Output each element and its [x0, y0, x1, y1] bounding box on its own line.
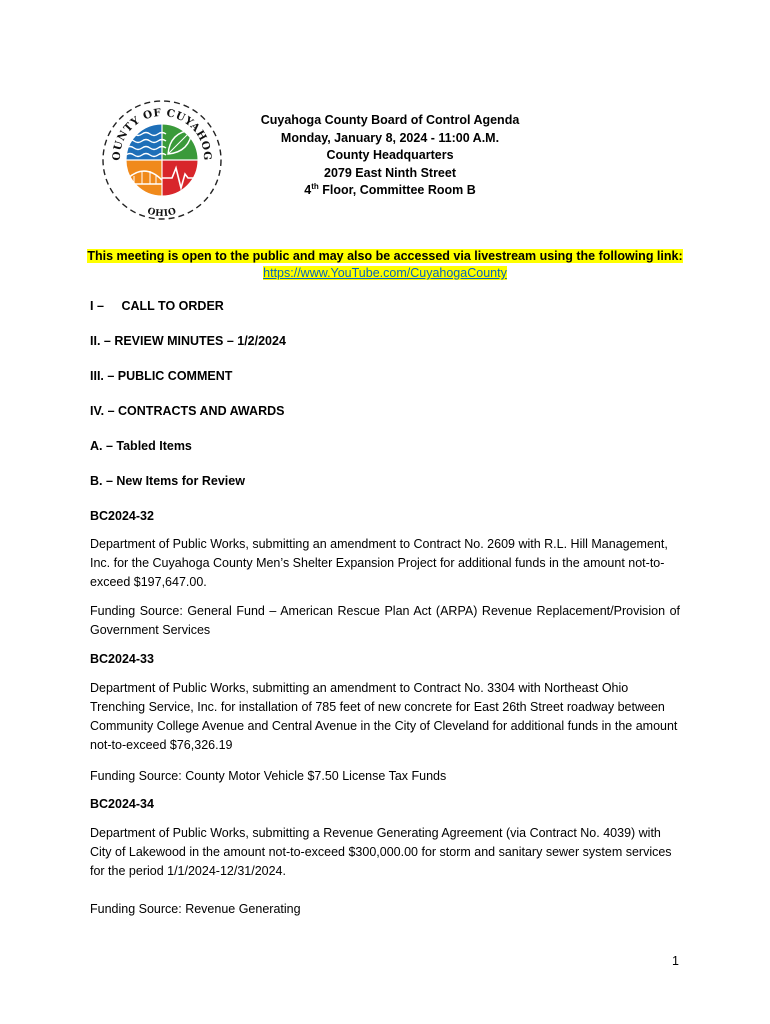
- section-tabled-items: A. – Tabled Items: [90, 439, 192, 453]
- item-funding-source: Funding Source: Revenue Generating: [90, 902, 301, 916]
- section-public-comment: III. – PUBLIC COMMENT: [90, 369, 233, 383]
- meeting-location: County Headquarters: [326, 148, 454, 162]
- section-new-items: B. – New Items for Review: [90, 474, 245, 488]
- section-number: I –: [90, 299, 104, 313]
- county-seal-graphic: [98, 96, 226, 224]
- item-id-bc2024-32: BC2024-32: [90, 509, 154, 523]
- livestream-notice-text: This meeting is open to the public and may also be accessed via livestream using the following link:: [87, 249, 683, 263]
- agenda-header: [230, 112, 550, 200]
- item-id-bc2024-34: BC2024-34: [90, 797, 154, 811]
- section-contracts-awards: IV. – CONTRACTS AND AWARDS: [90, 404, 285, 418]
- livestream-link[interactable]: https://www.YouTube.com/CuyahogaCounty: [263, 266, 507, 280]
- item-id-bc2024-33: BC2024-33: [90, 652, 154, 666]
- item-description: Department of Public Works, submitting an amendment to Contract No. 2609 with R.L. Hill Management, Inc. for the Cuyahoga County Men’s Shelter Expansion Project for additional funds in the amount not-to-exceed $197,647.00.: [90, 537, 668, 589]
- agenda-title: Cuyahoga County Board of Control Agenda: [260, 113, 520, 127]
- meeting-room: 4th Floor, Committee Room B: [304, 181, 476, 197]
- livestream-notice: [40, 248, 730, 282]
- seal-top-text: OUNTY OF CUYAHOG: [110, 106, 214, 162]
- county-seal-logo: [98, 96, 226, 224]
- section-label: CALL TO ORDER: [121, 299, 224, 313]
- page-number: 1: [672, 954, 679, 968]
- item-funding-source: Funding Source: General Fund – American Rescue Plan Act (ARPA) Revenue Replacement/Provision of Government Services: [90, 604, 680, 637]
- seal-bottom-text: OHIO: [146, 206, 178, 220]
- item-funding-source: Funding Source: County Motor Vehicle $7.50 License Tax Funds: [90, 769, 447, 783]
- meeting-date: Monday, January 8, 2024 - 11:00 A.M.: [280, 130, 500, 145]
- item-description: Department of Public Works, submitting a Revenue Generating Agreement (via Contract No. 4039) with City of Lakewood in the amount not-to-exceed $300,000.00 for storm and sanitary sewer system services for the period 1/1/2024-12/31/2024.: [90, 826, 672, 878]
- section-call-to-order: [90, 299, 224, 313]
- svg-text:OHIO: [146, 207, 178, 220]
- section-review-minutes: II. – REVIEW MINUTES – 1/2/2024: [90, 334, 286, 348]
- item-description: Department of Public Works, submitting an amendment to Contract No. 3304 with Northeast Ohio Trenching Service, Inc. for installation of 785 feet of new concrete for East 26th Street roadway between Community College Avenue and Central Avenue in the City of Cleveland for additional funds in the amount not-to-exceed $76,326.19: [90, 681, 678, 752]
- meeting-address: 2079 East Ninth Street: [324, 165, 456, 180]
